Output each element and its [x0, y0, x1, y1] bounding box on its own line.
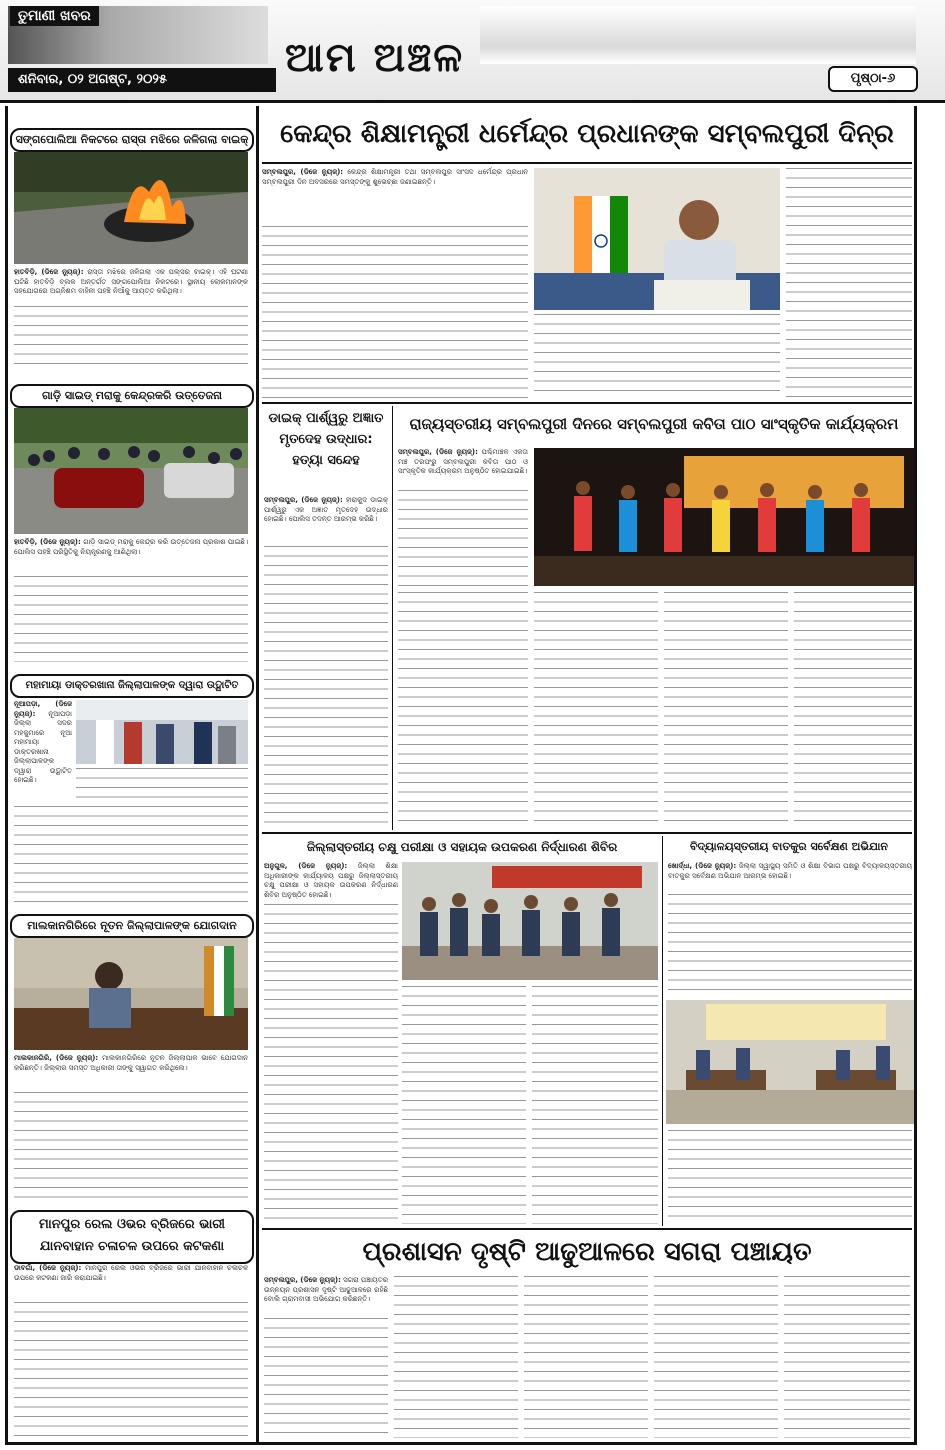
lead-body — [262, 168, 528, 224]
left-story-1-text: ରାସ୍ତା ମଝିରେ ଜଳିଗଲା ଏକ ପଲ୍ସର ବାଇକ୍। ଏହି ଘଟଣା ଘଟିଛି ହାତବିଡ଼ି ବ୍ଲକ ଅନ୍ତର୍ଗତ ସଙ୍ଗପୋଲିଆ ନିକଟରେ। ସ୍ଥାନୀୟ ଲୋକମାନଙ୍କ ସହଯୋଗରେ ଅଗ୍ନିଶମ ବାହିନୀ ପହଞ୍ଚି ନିଆଁକୁ ଆୟତ୍ତ କରିଥିଲା। — [14, 268, 249, 295]
left-story-4-headline: ମାଲକାନଗିରିରେ ନୂତନ ଜିଲ୍ଲାପାଳଙ୍କ ଯୋଗଦାନ — [10, 914, 254, 938]
lead-headline: କେନ୍ଦ୍ର ଶିକ୍ଷାମନ୍ତ୍ରୀ ଧର୍ମେନ୍ଦ୍ର ପ୍ରଧାନଙ୍କ ସମ୍ବଲପୁରୀ ଦିନ୍‌ର — [280, 119, 894, 149]
left-story-2-dateline: ହାତବିଡ଼ି, (ଡିଜେ ନ୍ୟୁଜ୍): — [14, 538, 81, 546]
story2-text-lines — [264, 546, 388, 826]
page-border-left — [5, 106, 8, 1444]
story2-divider — [392, 406, 393, 830]
dance-performance-photo — [534, 448, 914, 586]
page-border-right — [914, 106, 917, 1444]
left-story-3-headline: ମହାମାୟା ଡାକ୍ତରଖାନା ଜିଲ୍ଲାପାଳଙ୍କ ଦ୍ୱାରା ଉଦ୍ଘାଟିତ — [10, 674, 254, 698]
story2-dateline: ସମ୍ବଲପୁର, (ଡିଜେ ନ୍ୟୁଜ୍): — [264, 496, 343, 504]
hospital-inauguration-photo — [76, 700, 248, 764]
left-story-4-dateline: ମାଲକାନଗିରି, (ଡିଜେ ନ୍ୟୁଜ୍): — [14, 1054, 99, 1062]
crowd-vehicles-photo — [14, 408, 248, 534]
story2-text: ହୀରାକୁଦ ଡାଇକ୍ ପାର୍ଶ୍ୱରୁ ଏକ ଅଜ୍ଞାତ ମୃତଦେହ ଉଦ୍ଧାର ହୋଇଛି। ପୋଲିସ ତଦନ୍ତ ଆରମ୍ଭ କରିଛି। — [264, 496, 388, 523]
story4-headline: ଜିଲ୍ଲାସ୍ତରୀୟ ଚକ୍ଷୁ ପରୀକ୍ଷା ଓ ସହାୟକ ଉପକରଣ ନିର୍ଦ୍ଧାରଣ ଶିବିର — [306, 840, 618, 854]
collector-office-photo — [14, 938, 248, 1050]
left-story-2-text-lines — [14, 576, 248, 662]
story5-body — [668, 862, 912, 892]
burning-bike-photo — [14, 152, 248, 264]
story4-text-lines-2 — [402, 986, 526, 1224]
column-divider — [256, 106, 259, 1444]
left-story-3-body — [14, 700, 72, 800]
story6-text-lines — [264, 1318, 388, 1438]
left-story-5-headline: ମାନପୁର ରେଲ ଓଭର ବ୍ରିଜରେ ଭାରୀ ଯାନବାହାନ ଚଳାଚଳ ଉପରେ କଟକଣା — [10, 1210, 254, 1264]
lead-text-lines-3 — [786, 168, 912, 398]
minister-photo — [534, 168, 780, 310]
left-story-1-headline: ସଙ୍ଗପୋଲିଆ ନିକଟରେ ରାସ୍ତା ମଝିରେ ଜଳିଗଲା ବାଇକ୍ — [10, 128, 254, 152]
issue-date: ଶନିବାର, ୦୨ ଅଗଷ୍ଟ, ୨୦୨୫ — [8, 68, 276, 92]
newspaper-brand: ତୁମାଣୀ ଖବର — [10, 6, 99, 26]
left-story-4-text-lines — [14, 1092, 248, 1202]
story6-text: ସଗରା ପଞ୍ଚାୟତର ଉନ୍ନୟନ ପ୍ରଶାସନ ଦୃଷ୍ଟି ଆଢୁଆଳରେ ରହିଛି ବୋଲି ଗ୍ରାମବାସୀ ଅଭିଯୋଗ କରିଛନ୍ତି। — [264, 1276, 388, 1303]
story6-text-lines-4 — [654, 1276, 778, 1438]
masthead-hills-graphic — [480, 6, 916, 64]
story3-text-lines-2 — [398, 592, 528, 828]
story4-divider — [662, 836, 663, 1226]
lead-rule — [262, 162, 912, 164]
story3-text-lines-4 — [664, 592, 788, 828]
left-story-5-dateline: ଡାବଗାଁ, (ଡିଜେ ନ୍ୟୁଜ୍): — [14, 1264, 82, 1272]
story4-dateline: ଅନୁଗୁଳ, (ଡିଜେ ନ୍ୟୁଜ୍): — [264, 862, 348, 870]
story6-text-lines-2 — [394, 1276, 518, 1438]
story3-text-lines-3 — [534, 592, 658, 828]
story6-body — [264, 1276, 388, 1316]
story4-text-lines — [264, 904, 398, 1224]
left-story-1-dateline: ହାତବିଡ଼ି, (ଡିଜେ ନ୍ୟୁଜ୍): — [14, 268, 84, 276]
story5-text: ଜିଲ୍ଲା ସ୍ୱାସ୍ଥ୍ୟ ସମିତି ଓ ଶିକ୍ଷା ବିଭାଗ ପକ୍ଷରୁ ବିଦ୍ୟାଳୟସ୍ତରୀୟ ବାତକୁର ସର୍ବେକ୍ଷଣ ଅଭିଯାନ ଆରମ୍ଭ ହୋଇଛି। — [668, 862, 912, 880]
story3-text-lines — [398, 490, 528, 588]
section-title: ଆମ ଅଞ୍ଚଳ — [285, 34, 465, 81]
left-story-3-text-lines-2 — [14, 806, 248, 906]
left-story-3-text: ନୂଆପଡ଼ା ଜିଲ୍ଲା ସଦର ମହକୁମାରେ ନୂଆ ମହାମାୟା ଡାକ୍ତରଖାନା ଜିଲ୍ଲାପାଳଙ୍କ ଦ୍ୱାରା ଉଦ୍ଘାଟିତ ହୋଇଛି। — [14, 709, 72, 784]
story5-headline: ବିଦ୍ୟାଳୟସ୍ତରୀୟ ବାତକୁର ସର୍ବେକ୍ଷଣ ଅଭିଯାନ — [689, 840, 888, 853]
left-story-2-headline: ଗାଡ଼ି ସାଇଡ୍ ମରାକୁ କେନ୍ଦ୍ରକରି ଉତ୍ତେଜନା — [10, 384, 254, 408]
story5-text-lines-2 — [668, 1130, 912, 1224]
left-story-1-text-lines — [14, 306, 248, 372]
story2-body — [264, 496, 388, 544]
story3-text-lines-5 — [794, 592, 912, 828]
lead-text-lines-2 — [534, 314, 780, 398]
left-story-2-text: ଗାଡ଼ି ସାଇଡ୍ ମରାକୁ କେନ୍ଦ୍ର କରି ଉତ୍ତେଜନା ପ୍ରକାଶ ପାଇଛି। ପୋଲିସ ପହଞ୍ଚି ପରିସ୍ଥିତିକୁ ନିୟନ୍ତ୍ରଣକୁ ଆଣିଥିଲା। — [14, 538, 248, 556]
story4-body — [264, 862, 398, 902]
row-rule-3 — [262, 1228, 912, 1230]
lead-text: କେନ୍ଦ୍ର ଶିକ୍ଷାମନ୍ତ୍ରୀ ତଥା ସମ୍ବଲପୁର ସାଂସଦ ଧର୍ମେନ୍ଦ୍ର ପ୍ରଧାନ ସମ୍ବଲପୁରୀ ଦିନ ଅବସରରେ ସମସ୍ତଙ୍କୁ ଶୁଭେଚ୍ଛା ଜଣାଇଛନ୍ତି। — [262, 168, 528, 186]
story3-dateline: ସମ୍ବଲପୁର, (ଡିଜେ ନ୍ୟୁଜ୍): — [398, 448, 478, 456]
story4-text: ଜିଲ୍ଲା ଶିକ୍ଷା ଅଧିକାରୀଙ୍କ କାର୍ଯ୍ୟାଳୟ ପକ୍ଷରୁ ଜିଲ୍ଲାସ୍ତରୀୟ ଚକ୍ଷୁ ପରୀକ୍ଷା ଓ ସହାୟକ ଉପକରଣ ନିର୍ଦ୍ଧାରଣ ଶିବିର ଅନୁଷ୍ଠିତ ହୋଇଛି। — [264, 862, 398, 899]
story6-text-lines-5 — [784, 1276, 910, 1438]
page-border-bottom — [5, 1442, 917, 1445]
story3-body — [398, 448, 528, 488]
story5-dateline: ଖୋର୍ଦ୍ଧା, (ଡିଜେ ନ୍ୟୁଜ୍): — [668, 862, 737, 870]
left-story-5-text-lines — [14, 1302, 248, 1436]
survey-camp-photo — [666, 1000, 914, 1124]
story3-text: ପଶ୍ଚିମାଞ୍ଚଳ ଏକତା ମଞ୍ଚ ତରଫରୁ ସମ୍ବଲପୁରୀ କବିତା ପାଠ ଓ ସାଂସ୍କୃତିକ କାର୍ଯ୍ୟକ୍ରମ ଅନୁଷ୍ଠିତ ହୋଇଯାଇଛି। — [398, 448, 528, 475]
lead-text-lines — [262, 226, 528, 398]
left-story-5-text: ମାନପୁର ରେଲ ଓଭର ବ୍ରିଜରେ ଭାରୀ ଯାନବାହାନ ଚଳାଚଳ ଉପରେ କଟକଣା ଜାରି କରାଯାଇଛି। — [14, 1264, 248, 1282]
story6-headline: ପ୍ରଶାସନ ଦୃଷ୍ଟି ଆଢୁଆଳରେ ସଗରା ପଞ୍ଚାୟତ — [362, 1237, 812, 1267]
row-rule-2 — [262, 832, 912, 834]
lead-dateline: ସମ୍ବଲପୁର, (ଡିଜେ ନ୍ୟୁଜ୍): — [262, 168, 344, 176]
story2-headline: ଡାଇକ୍ ପାର୍ଶ୍ୱରୁ ଅଜ୍ଞାତ ମୃତଦେହ ଉଦ୍ଧାର: ହତ୍ୟା ସନ୍ଦେହ — [268, 411, 384, 468]
row-rule — [262, 402, 912, 404]
story5-text-lines — [668, 894, 912, 994]
story6-text-lines-3 — [524, 1276, 648, 1438]
story6-dateline: ସମ୍ବଲପୁର, (ଡିଜେ ନ୍ୟୁଜ୍): — [264, 1276, 341, 1284]
eye-camp-photo — [402, 862, 658, 980]
story4-text-lines-3 — [532, 986, 658, 1224]
left-story-3-text-lines — [76, 768, 248, 802]
left-story-4-text: ମାଲକାନଗିରିରେ ନୂତନ ଜିଲ୍ଲାପାଳ ଭାବେ ଯୋଗଦାନ କରିଛନ୍ତି। ଜିଲ୍ଲାର ସମସ୍ତ ଅଧିକାରୀ ତାଙ୍କୁ ସ୍ୱାଗତ କରିଥିଲେ। — [14, 1054, 248, 1072]
page-number: ପୃଷ୍ଠା-୬ — [828, 66, 918, 92]
story3-headline: ରାଜ୍ୟସ୍ତରୀୟ ସମ୍ବଲପୁରୀ ଦିନରେ ସମ୍ବଲପୁରୀ କବିତା ପାଠ ସାଂସ୍କୃତିକ କାର୍ଯ୍ୟକ୍ରମ — [409, 415, 899, 433]
left-story-3-dateline: ନୂଆପଡ଼ା, (ଡିଜେ ନ୍ୟୁଜ୍): — [14, 700, 72, 718]
